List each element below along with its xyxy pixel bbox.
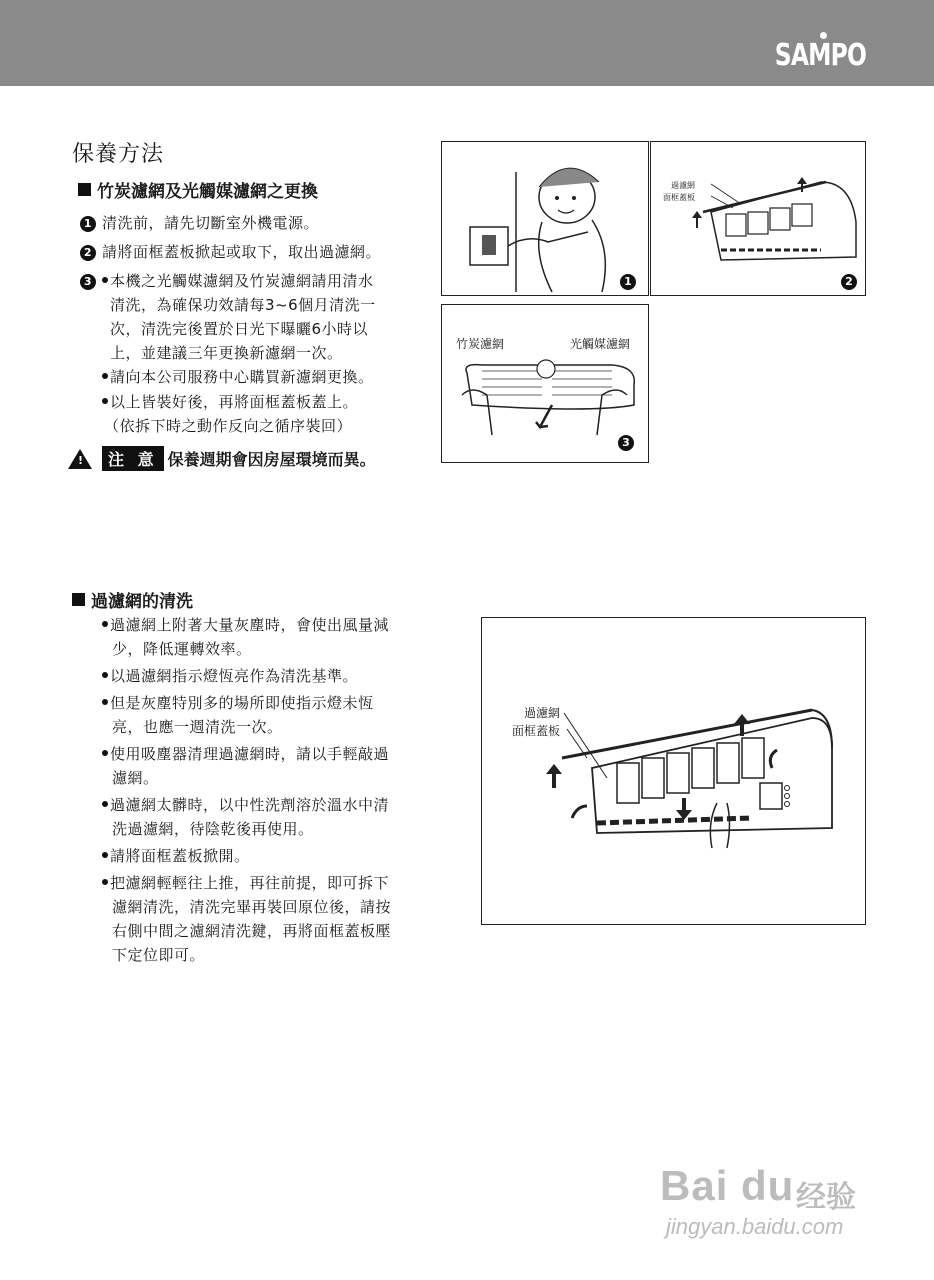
warning-triangle-icon: ! bbox=[68, 449, 92, 469]
section-heading-text: 過濾網的清洗 bbox=[91, 592, 193, 612]
bullet-text: 但是灰塵特別多的場所即使指示燈未恆 bbox=[110, 694, 374, 712]
bullet-item-continuation bbox=[112, 944, 205, 965]
section-heading-filter-clean bbox=[72, 587, 193, 612]
figure-1-cut-power bbox=[441, 141, 649, 296]
bullet-item-continuation bbox=[112, 920, 391, 941]
step-3 bbox=[80, 270, 374, 291]
bullet-text: 使用吸塵器清理過濾網時，請以手輕敲過 bbox=[110, 745, 390, 763]
ac-unit-large-illustration bbox=[482, 618, 865, 924]
bullet-text: 右側中間之濾網清洗鍵，再將面框蓋板壓 bbox=[112, 922, 392, 940]
step-text: 清洗前，請先切斷室外機電源。 bbox=[102, 214, 320, 232]
bullet-text: 洗過濾網，待陰乾後再使用。 bbox=[112, 820, 314, 838]
figure-2-open-panel bbox=[650, 141, 866, 296]
bullet-item-continuation bbox=[112, 638, 252, 659]
bullet-dot-icon bbox=[102, 277, 108, 283]
square-bullet-icon bbox=[72, 593, 85, 606]
caution-badge: 注 意 bbox=[102, 446, 164, 471]
bullet-dot-icon bbox=[102, 672, 108, 678]
bullet-item bbox=[102, 366, 374, 387]
bullet-item bbox=[102, 794, 389, 815]
step-number-icon: 3 bbox=[80, 274, 96, 290]
page-title: 保養方法 bbox=[72, 142, 165, 167]
watermark-url: jingyan.baidu.com bbox=[666, 1214, 844, 1239]
baidu-watermark bbox=[660, 1150, 890, 1250]
note-text: （依拆下時之動作反向之循序裝回） bbox=[104, 417, 353, 435]
bullet-item-continuation bbox=[112, 896, 391, 917]
header-bar bbox=[0, 0, 934, 86]
watermark-logo: Bai du bbox=[660, 1162, 795, 1209]
filter-removal-illustration bbox=[442, 305, 648, 462]
bullet-dot-icon bbox=[102, 750, 108, 756]
caution-note bbox=[68, 446, 376, 471]
bullet-dot-icon bbox=[102, 801, 108, 807]
figure-number-badge: 2 bbox=[841, 274, 857, 290]
bullet-dot-icon bbox=[102, 879, 108, 885]
bullet-item-continuation bbox=[112, 818, 314, 839]
bullet-item bbox=[102, 614, 389, 635]
figure-label: 過濾網 bbox=[524, 706, 561, 720]
caution-text: 保養週期會因房屋環境而異。 bbox=[167, 450, 376, 469]
bullet-text: 濾網。 bbox=[112, 769, 159, 787]
figure-4-filter-cleaning bbox=[481, 617, 866, 925]
step-1 bbox=[80, 212, 319, 233]
bullet-text: 以過濾網指示燈恆亮作為清洗基準。 bbox=[110, 667, 359, 685]
person-switch-illustration bbox=[442, 142, 648, 295]
bullet-text: 過濾網太髒時，以中性洗劑溶於溫水中清 bbox=[110, 796, 390, 814]
bullet-item bbox=[102, 743, 389, 764]
bullet-item-continuation bbox=[112, 716, 283, 737]
step-number-icon: 2 bbox=[80, 245, 96, 261]
step-3-line: 上，並建議三年更換新濾網一次。 bbox=[110, 344, 343, 362]
figure-label: 過濾網 bbox=[671, 181, 695, 190]
figure-label: 面框蓋板 bbox=[663, 193, 695, 202]
bullet-dot-icon bbox=[102, 621, 108, 627]
bullet-item bbox=[102, 845, 250, 866]
bullet-text: 請向本公司服務中心購買新濾網更換。 bbox=[110, 368, 374, 386]
bullet-text: 濾網清洗，清洗完畢再裝回原位後，請按 bbox=[112, 898, 392, 916]
figure-label: 面框蓋板 bbox=[512, 724, 561, 738]
bullet-text: 下定位即可。 bbox=[112, 946, 206, 964]
square-bullet-icon bbox=[78, 183, 91, 196]
bullet-dot-icon bbox=[102, 398, 108, 404]
bullet-text: 以上皆裝好後，再將面框蓋板蓋上。 bbox=[110, 393, 359, 411]
watermark-cn: 经验 bbox=[796, 1180, 856, 1215]
figure-label: 竹炭濾網 bbox=[456, 337, 505, 351]
bullet-text: 請將面框蓋板掀開。 bbox=[110, 847, 250, 865]
ac-unit-illustration bbox=[651, 142, 865, 295]
figure-label: 光觸媒濾網 bbox=[570, 337, 631, 351]
section-heading-filter-replace bbox=[78, 177, 318, 202]
bullet-item bbox=[102, 692, 374, 713]
bullet-item bbox=[102, 872, 389, 893]
bullet-text: 把濾網輕輕往上推，再往前提，即可拆下 bbox=[110, 874, 390, 892]
section-heading-text: 竹炭濾網及光觸媒濾網之更換 bbox=[97, 182, 318, 202]
bullet-text: 亮，也應一週清洗一次。 bbox=[112, 718, 283, 736]
step-3-line: 次，清洗完後置於日光下曝曬6小時以 bbox=[110, 320, 369, 338]
step-number-icon: 1 bbox=[80, 216, 96, 232]
step-text: 本機之光觸媒濾網及竹炭濾網請用清水 bbox=[110, 272, 374, 290]
bullet-item bbox=[102, 665, 358, 686]
bullet-dot-icon bbox=[102, 852, 108, 858]
step-3-line: 清洗，為確保功效請每3~6個月清洗一 bbox=[110, 296, 376, 314]
bullet-text: 少，降低運轉效率。 bbox=[112, 640, 252, 658]
bullet-text: 過濾網上附著大量灰塵時，會使出風量減 bbox=[110, 616, 390, 634]
step-2 bbox=[80, 241, 381, 262]
figure-number-badge: 1 bbox=[620, 274, 636, 290]
step-text: 請將面框蓋板掀起或取下，取出過濾網。 bbox=[102, 243, 382, 261]
figure-3-filter-removal bbox=[441, 304, 649, 463]
bullet-item-continuation bbox=[112, 767, 159, 788]
figure-number-badge: 3 bbox=[618, 435, 634, 451]
bullet-dot-icon bbox=[102, 699, 108, 705]
bullet-dot-icon bbox=[102, 373, 108, 379]
brand-logo: SAMPO bbox=[774, 38, 866, 73]
bullet-item bbox=[102, 391, 358, 412]
